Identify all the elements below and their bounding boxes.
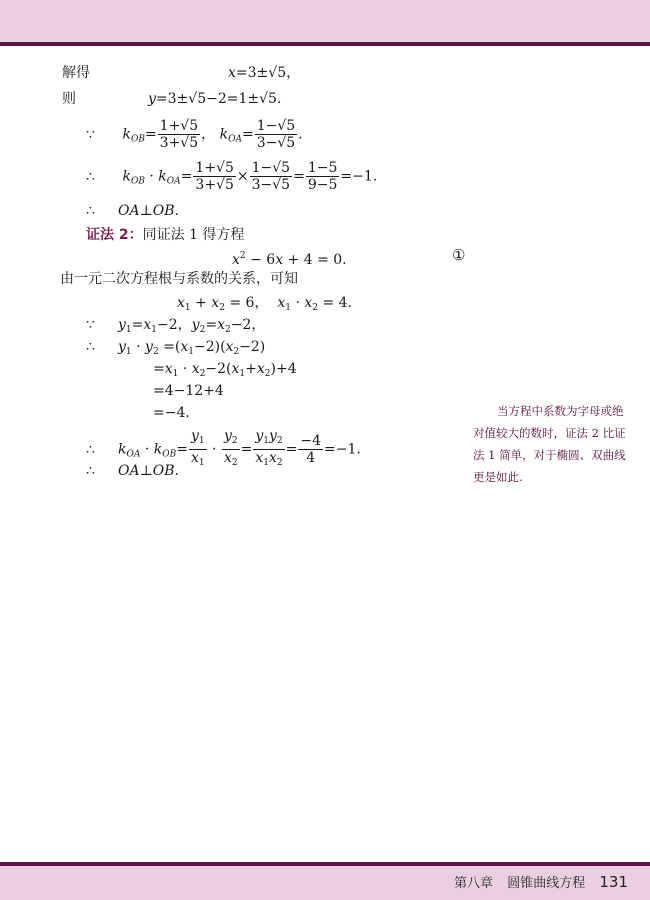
therefore-symbol: ∴ bbox=[86, 463, 95, 479]
margin-note-line: 更是如此. bbox=[473, 470, 523, 484]
header-rule bbox=[0, 42, 650, 46]
then-label: 则 bbox=[62, 91, 76, 107]
product-step-2: $=x_1 \cdot x_2-2(x_1+x_2)+4$ bbox=[153, 361, 297, 379]
product-step-1: ∴ $y_1 \cdot y_2 =(x_1-2)(x_2-2)$ bbox=[86, 339, 266, 357]
therefore-symbol: ∴ bbox=[86, 203, 95, 219]
solve-label: 解得 bbox=[62, 65, 90, 81]
equation-tag: ① bbox=[452, 246, 466, 264]
vieta-intro: 由一元二次方程根与系数的关系，可知 bbox=[60, 271, 298, 287]
because-symbol: ∵ bbox=[86, 317, 95, 333]
slope-product-2: ∴ $k_{OA} \cdot k_{OB}=$ $\frac{y_1}{x_1}$ · $\frac{y_2}{x_2}$ = $\frac{y_1y_2}{x_1x_2}$ = $\frac{-4}{4}$ =−1. bbox=[86, 428, 361, 468]
because-symbol: ∵ bbox=[86, 126, 95, 143]
margin-note-line: 对值较大的数时，证法 2 比证 bbox=[473, 426, 626, 440]
margin-note bbox=[473, 400, 643, 488]
margin-note-line: 当方程中系数为字母或绝 bbox=[497, 404, 624, 418]
therefore-symbol: ∴ bbox=[86, 339, 95, 355]
quadratic-equation: $x^2 - 6x + 4 = 0$. bbox=[232, 251, 347, 268]
chapter-label: 第八章 bbox=[454, 876, 494, 891]
proof-2-label: 证法 2： bbox=[86, 227, 143, 243]
page-number: 131 bbox=[599, 873, 628, 891]
page-footer bbox=[454, 872, 628, 891]
slopes-product: ∴ $k_{OB} \cdot k_{OA}=$ $\frac{1+√5}{3+√5}$ × $\frac{1-√5}{3-√5}$ = $\frac{1-5}{9-5}$ =−1. bbox=[86, 160, 378, 193]
solution-x: x=3±√5， bbox=[228, 65, 301, 81]
product-step-4: =−4. bbox=[153, 405, 190, 421]
y-definitions: ∵ $y_1=x_1-2$，$y_2=x_2-2$， bbox=[86, 317, 266, 335]
solution-y: y=3±√5−2=1±√5. bbox=[148, 91, 282, 107]
perpendicular-conclusion-1: ∴ OA⊥OB. bbox=[86, 203, 179, 219]
therefore-symbol: ∴ bbox=[86, 441, 95, 458]
vieta-relations: $x_1 + x_2 = 6$， $x_1 \cdot x_2 = 4$. bbox=[177, 295, 353, 313]
slopes-definition: ∵ $k_{OB}=$ $\frac{1+√5}{3+√5}$ ， $k_{OA}=$ $\frac{1-√5}{3-√5}$ . bbox=[86, 118, 303, 151]
product-step-3: =4−12+4 bbox=[153, 383, 224, 399]
perpendicular-conclusion-2: ∴ OA⊥OB. bbox=[86, 463, 179, 479]
therefore-symbol: ∴ bbox=[86, 168, 95, 185]
chapter-title: 圆锥曲线方程 bbox=[507, 876, 586, 891]
proof-method-2 bbox=[86, 226, 244, 244]
header-band bbox=[0, 0, 650, 42]
margin-note-line: 法 1 简单，对于椭圆、双曲线 bbox=[473, 448, 626, 462]
proof-2-text: 同证法 1 得方程 bbox=[142, 227, 245, 243]
